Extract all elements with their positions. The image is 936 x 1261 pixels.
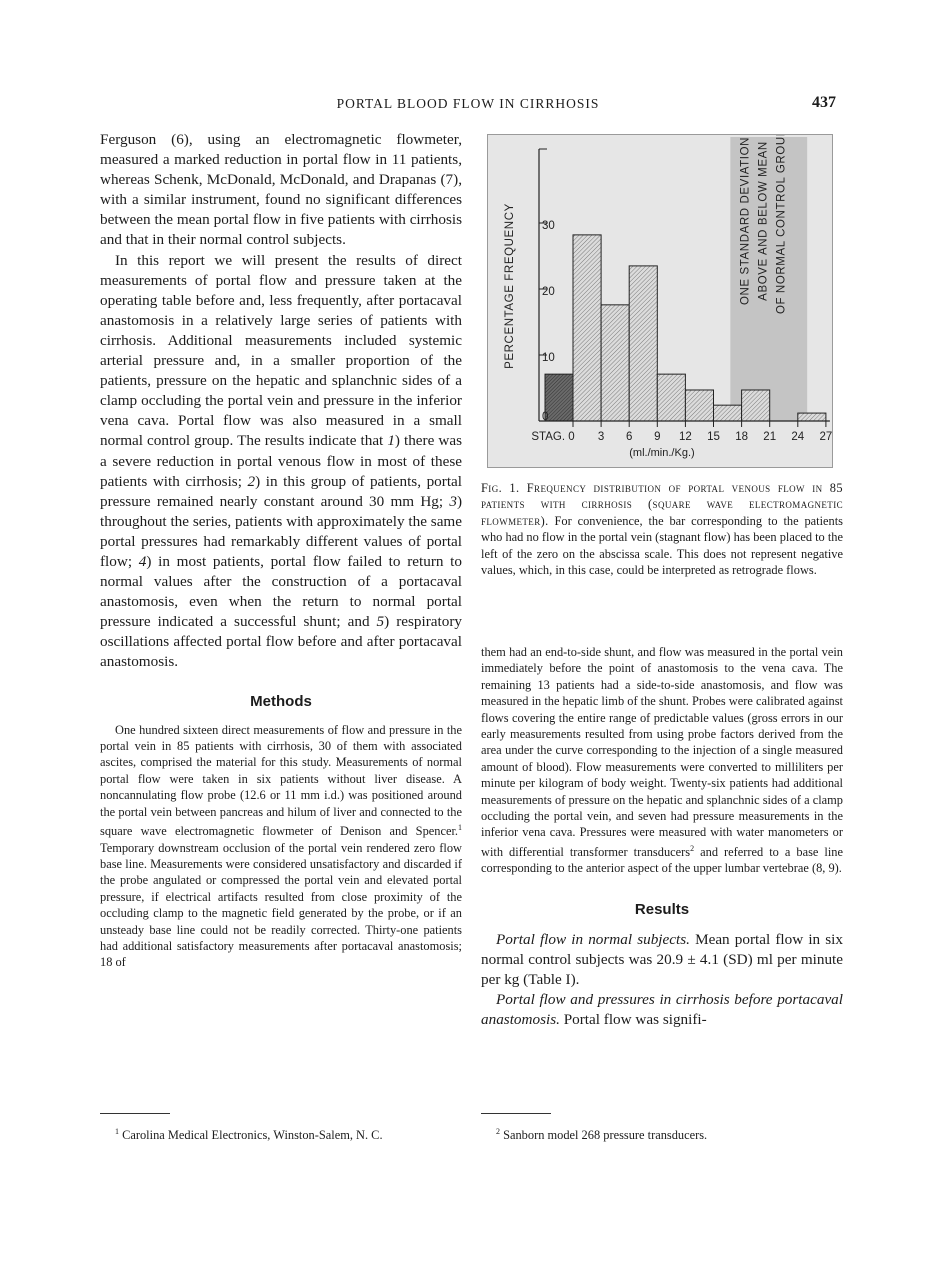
y-axis-label: PERCENTAGE FREQUENCY: [504, 203, 516, 369]
footnote-left: $^1$ Carolina Medical Electronics, Winston-Salem, N. C.: [115, 1127, 383, 1143]
x-tick-label: 6: [625, 431, 633, 443]
running-header: PORTAL BLOOD FLOW IN CIRRHOSIS: [336, 96, 600, 111]
band-label-line: ONE STANDARD DEVIATION: [739, 136, 752, 306]
methods-paragraph: One hundred sixteen direct measurements of flow and pressure in the portal vein in 85 patients with cirrhosis, 30 of them with associated ascites, comprised the material for this study. Measurements of normal portal flow were taken in six patients without liver disease. A noncannulating flow probe (12.6 or 11 mm i.d.) was positioned around the portal vein between pancreas and hilum of liver and connected to the square wave electromagnetic flowmeter of Denison and Spencer.$^1$ Temporary downstream occlusion of the portal vein rendered zero flow base line. Measurements were considered unsatisfactory and discarded if the probe angulated or compressed the portal vein and elevated portal pressure, if electrical artifacts resulted from close proximity of the occluding clamp to the magnetic field generated by the probe, or if an unsteady base line could not be readily corrected. Thirty-one patients had additional satisfactory measurements after portacaval anastomosis; 18 of: [100, 722, 462, 970]
figure-caption: Fig. 1. Frequency distribution of portal venous flow in 85 patients with cirrhosis (square wave electromagnetic flowmeter). For convenience, the bar corresponding to the patients who had no flow in the portal vein (stagnant flow) has been placed to the left of the zero on the abscissa scale. This does not represent negative values, which, in this case, could be interpreted as retrograde flows.: [481, 481, 843, 578]
histogram-bar: [573, 235, 601, 421]
x-tick-label: 27: [819, 431, 832, 443]
figure-frame: [487, 134, 833, 468]
results-heading: Results: [634, 900, 690, 918]
x-tick-label: 9: [654, 431, 661, 443]
x-axis-label: (ml./min./Kg.): [629, 447, 695, 459]
page-number: 437: [812, 94, 836, 111]
x-tick-label: 18: [735, 431, 748, 443]
histogram-bar: [742, 390, 770, 421]
left-column: [100, 130, 462, 971]
histogram-bar: [657, 374, 685, 421]
x-tick-label: 21: [763, 431, 777, 443]
footnote-rule-left: [100, 1113, 170, 1114]
x-tick-label: 3: [597, 431, 605, 443]
y-tick-label: 0: [542, 411, 549, 423]
histogram-bar: [629, 266, 657, 421]
right-column: [481, 644, 843, 1030]
histogram-bar: [798, 413, 826, 421]
band-label-line: OF NORMAL CONTROL GROUP: [775, 135, 788, 315]
stagnant-bar: [545, 374, 573, 421]
x-tick-label: 12: [679, 431, 692, 443]
x-tick-label: 15: [707, 431, 720, 443]
y-tick-label: 10: [542, 352, 555, 364]
y-tick-label: 20: [542, 286, 555, 298]
histogram-bar: [714, 405, 742, 421]
intro-paragraph: Ferguson (6), using an electromagnetic flowmeter, measured a marked reduction in portal flow in 11 patients, whereas Schenk, McDonald, McDonald, and Drapanas (7), with a similar instrument, found no significant differences between the mean portal flow in five patients with cirrhosis and that in their normal control subjects.: [100, 131, 462, 249]
y-tick-label: 30: [542, 220, 555, 232]
results-normal-paragraph: Portal flow in normal subjects. Mean portal flow in six normal control subjects was 20.9 ± 4.1 (SD) ml per minute per kg (Table I).: [481, 930, 843, 988]
x-tick-label: 24: [791, 431, 805, 443]
footnote-right: $^2$ Sanborn model 268 pressure transducers.: [496, 1127, 708, 1143]
frequency-histogram: [488, 135, 832, 467]
x-tick-label: STAG. 0: [531, 431, 575, 443]
report-paragraph: In this report we will present the results of direct measurements of portal flow and pressure taken at the operating table before and, less frequently, after portacaval anastomosis in a relatively large series of patients with cirrhosis. Additional measurements included systemic arterial pressure and, in a smaller proportion of the patients, pressure on the hepatic and splanchnic sides of a clamp occluding the portal vein and pressure in the inferior vena cava. Portal flow was also measured in a small normal control group. The results indicate that 1) there was a severe reduction in portal venous flow in most of these patients with cirrhosis; 2) in this group of patients, portal pressure remained nearly constant around 30 mm Hg; 3) throughout the series, patients with approximately the same portal pressures had remarkably different values of portal flow; 4) in most patients, portal flow failed to return to normal values after the construction of a portacaval anastomosis, even when the return to normal portal pressure indicated a successful shunt; and 5) respiratory oscillations affected portal flow before and after portacaval anastomosis.: [100, 251, 463, 671]
methods-continued: them had an end-to-side shunt, and flow was measured in the portal vein immediately before the point of anastomosis to the vena cava. The remaining 13 patients had a side-to-side anastomosis, and flow was measured in the hepatic limb of the shunt. Probes were calibrated against flows covering the entire range of predictable values (gross errors in our early measurements resulted from using probe factors derived from the area under the curve corresponding to the injection of a single measured amount of blood). Flow measurements were converted to milliliters per minute per kilogram of body weight. Twenty-six patients had additional measurements of pressure on the hepatic and splanchnic sides of a clamp occluding the portal vein, and seven had pressure measurements in the inferior vena cava. Pressures were measured with water manometers or with differential transformer transducers$^2$ and referred to a base line corresponding to the anterior aspect of the upper lumbar vertebrae (8, 9).: [481, 645, 843, 876]
histogram-bar: [685, 390, 713, 421]
methods-heading: Methods: [250, 692, 312, 710]
footnote-rule-right: [481, 1113, 551, 1114]
results-cirrhosis-paragraph: Portal flow and pressures in cirrhosis before portacaval anastomosis. Portal flow was signifi-: [481, 991, 843, 1029]
band-label-line: ABOVE AND BELOW MEAN: [757, 141, 770, 301]
histogram-bar: [601, 305, 629, 421]
